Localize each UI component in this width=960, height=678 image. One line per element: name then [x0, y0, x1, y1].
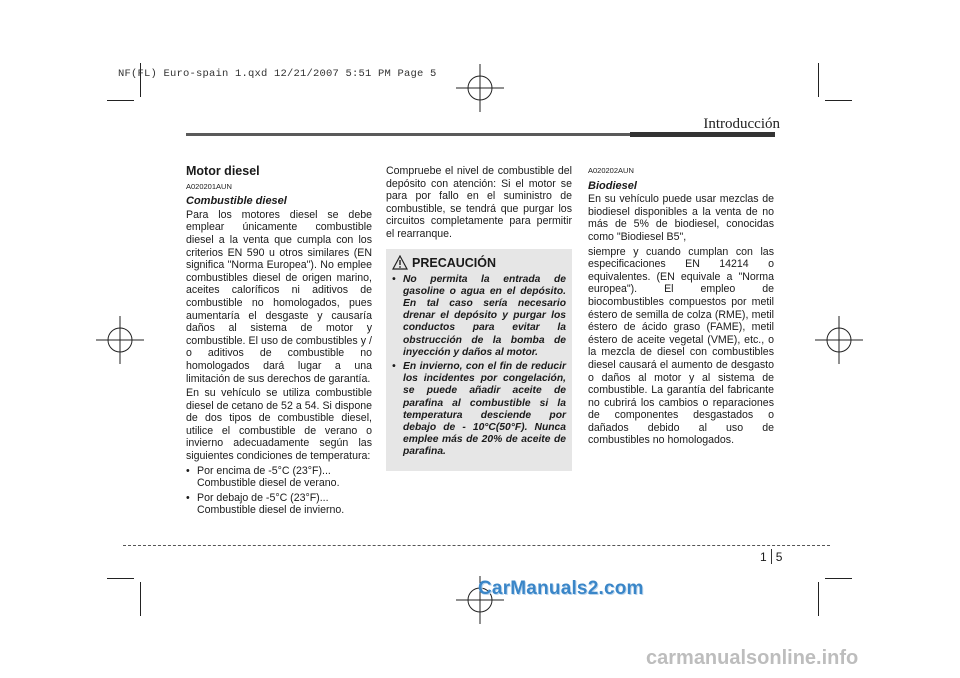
crop-mark-br-h [825, 578, 852, 579]
bullet-icon: • [186, 464, 190, 477]
paragraph: En su vehículo puede usar mezclas de biodiesel disponibles a la venta de no más de 5% de biodiesel, conocidas como "Biodiesel B5", [588, 193, 774, 243]
bullet-icon: • [392, 273, 396, 285]
section-code: A020201AUN [186, 181, 232, 191]
temperature-list [186, 465, 372, 517]
watermark-carmanuals2[interactable]: CarManuals2.com [478, 578, 644, 599]
column-middle [386, 165, 572, 471]
page-number-divider [771, 549, 772, 564]
crop-mark-tr-v [818, 63, 819, 97]
bullet-icon: • [392, 360, 396, 372]
subheading-combustible-diesel: Combustible diesel [186, 195, 287, 208]
list-item: • No permita la entrada de gasoline o agua en el depósito. En tal caso sería necesario drenar el depósito y purgar los conductos para evitar la obstrucción de la bomba de inyección y daños al motor. [392, 273, 566, 358]
crop-mark-tl-h [107, 100, 134, 101]
page-number-value: 5 [775, 549, 783, 564]
crop-mark-bl-h [107, 578, 134, 579]
section-code: A020202AUN [588, 166, 634, 175]
paragraph: Para los motores diesel se debe emplear únicamente combustible diesel a la venta que cumpla con los criterios EN 590 u otros similares (EN significa "Norma Europea"). No emplee combustibles diesel de origen marino, aceites caloríficos ni aditivos de combustible no homologados, pues aumentaría el desgaste y causaría daños al sistema de motor y combustible. El uso de combustibles y / o aditivos de combustible no homologados dará lugar a una limitación de sus derechos de garantía. [186, 208, 372, 385]
caution-title: PRECAUCIÓN [412, 255, 497, 270]
column-right [588, 165, 774, 449]
list-item: • Por debajo de -5°C (23°F)... Combustible diesel de invierno. [186, 491, 345, 517]
watermark-carmanualsonline[interactable]: carmanualsonline.info [646, 647, 859, 669]
registration-mark-top-icon [456, 64, 504, 112]
chapter-number: 1 [760, 549, 767, 564]
list-item: • Por encima de -5°C (23°F)... Combustible diesel de verano. [186, 464, 340, 490]
page-number [760, 549, 782, 564]
column-left [186, 165, 372, 519]
crop-mark-br-v [818, 582, 819, 616]
warning-triangle-icon [392, 255, 408, 270]
footer-rule [123, 545, 830, 546]
bullet-icon: • [186, 491, 190, 504]
caution-box [386, 249, 572, 471]
paragraph: siempre y cuando cumplan con las especificaciones EN 14214 o equivalentes. (EN equivale a "Norma europea"). El empleo de biocombustibles compuestos por metil éstero de semilla de colza (RME), metil éstero de ácido graso (FAME), metil éstero de aceite vegetal (VME), etc., o la mezcla de diesel con combustibles diesel causará el aumento de desgasto o daños al motor y al sistema de combustible. La garantía del fabricante no cubrirá los cambios o reparaciones de componentes desgastados o dañados debido al uso de combustibles no homologados. [588, 245, 774, 447]
print-slug: NF(FL) Euro-spain 1.qxd 12/21/2007 5:51 PM Page 5 [118, 68, 437, 80]
crop-mark-bl-v [140, 582, 141, 616]
caution-header [392, 255, 566, 270]
title-rule-accent [630, 132, 775, 137]
registration-mark-left-icon [96, 316, 144, 364]
crop-mark-tr-h [825, 100, 852, 101]
subheading-biodiesel: Biodiesel [588, 179, 637, 192]
heading-motor-diesel: Motor diesel [186, 164, 260, 178]
section-title: Introducción [703, 116, 780, 132]
caution-list [392, 274, 566, 459]
registration-mark-right-icon [815, 316, 863, 364]
paragraph: En su vehículo se utiliza combustible diesel de cetano de 52 a 54. Si dispone de dos tipos de combustible diesel, utilice el combustible de verano o invierno adecuadamente según las siguientes condiciones de temperatura: [186, 387, 372, 463]
list-item: • En invierno, con el fin de reducir los incidentes por congelación, se puede añadir aceite de parafina al combustible si la temperatura desciende por debajo de - 10°C(50°F). Nunca emplee más de 20% de aceite de parafina. [392, 360, 566, 458]
paragraph: Compruebe el nivel de combustible del depósito con atención: Si el motor se para por fallo en el suministro de combustible, se tendrá que purgar los circuitos completamente para permitir el rearranque. [386, 165, 572, 240]
